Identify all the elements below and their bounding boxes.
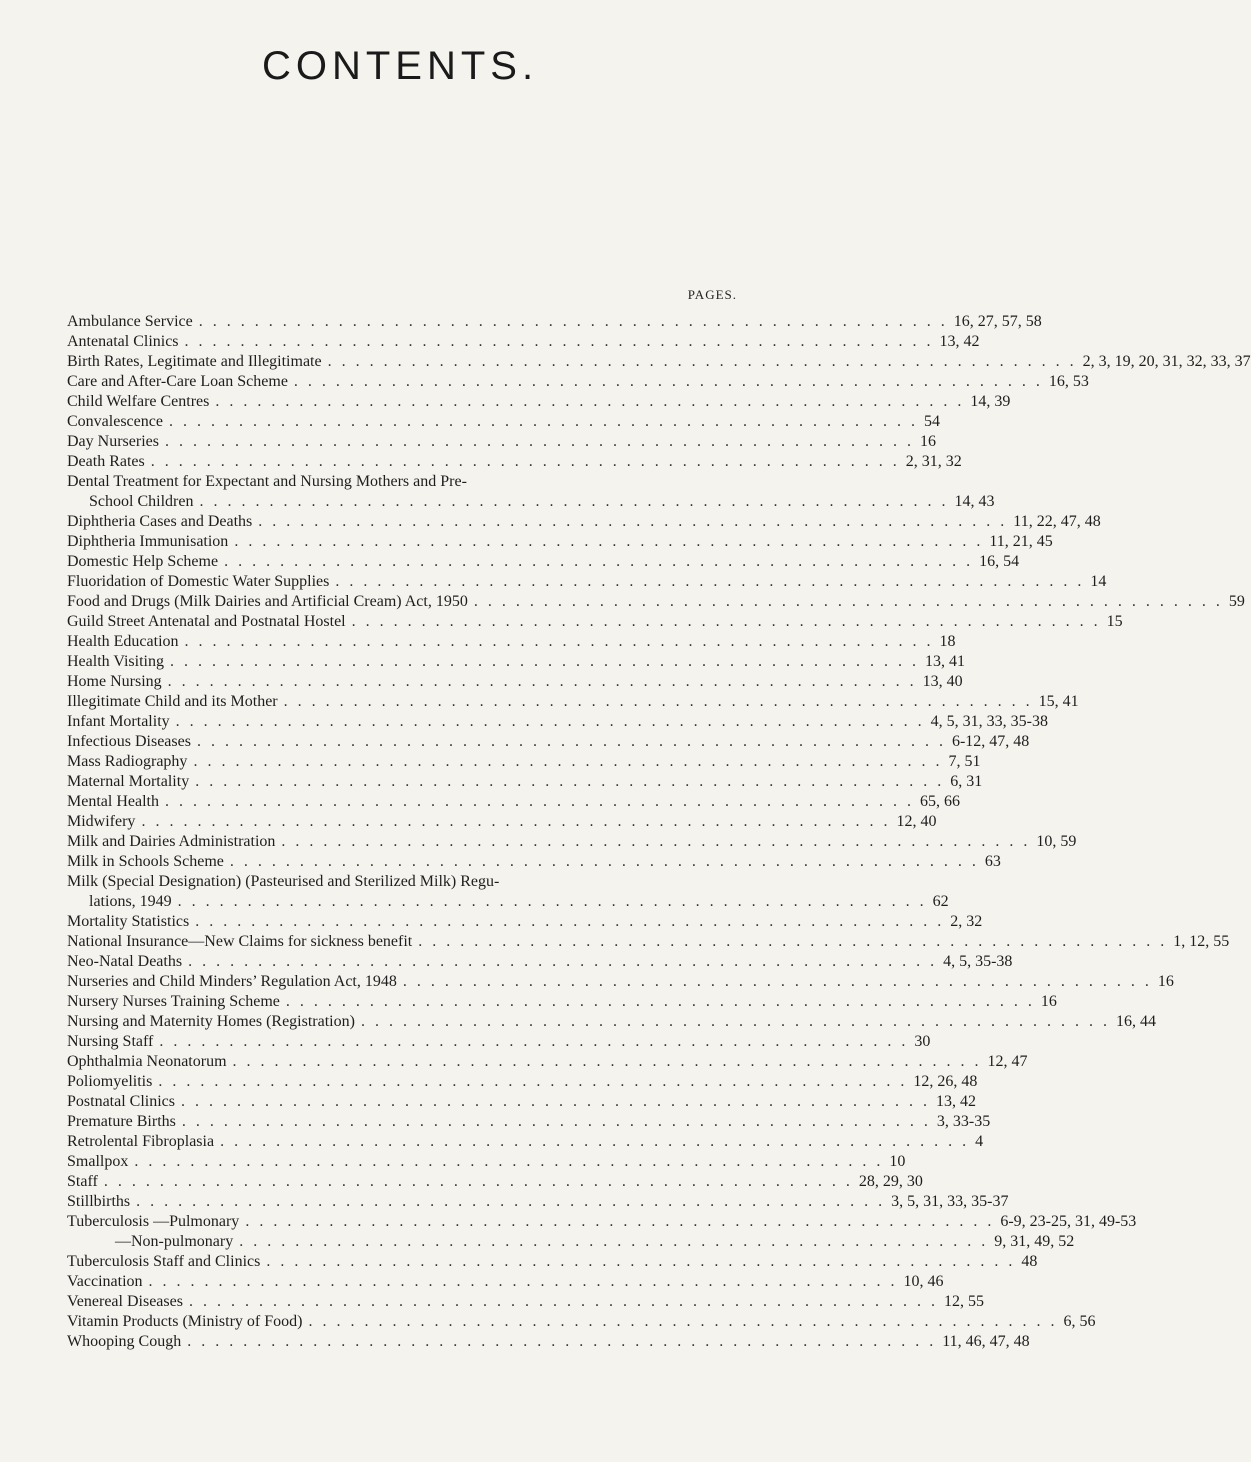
leader-dots: . . . . . . . . . . . . . . . . . . . . . . . . . . . . . . . . . . . . . . . . . . . . . . . . . . . . . . [234,533,984,550]
entry-label: Milk in Schools Scheme [67,853,224,870]
entry-pages: 10 [889,1153,906,1170]
entry-pages: 54 [923,413,940,430]
contents-entry [67,512,1101,532]
contents-entry [67,1232,1075,1252]
entry-pages: 59 [1228,593,1245,610]
leader-dots: . . . . . . . . . . . . . . . . . . . . . . . . . . . . . . . . . . . . . . . . . . . . . . . . . . . . . . [232,1053,982,1070]
contents-entry [67,832,1077,852]
contents-entry [67,1332,1030,1352]
entry-pages: 13, 42 [939,333,980,350]
contents-entry [67,572,1107,592]
leader-dots: . . . . . . . . . . . . . . . . . . . . . . . . . . . . . . . . . . . . . . . . . . . . . . . . . . . . . . [184,333,934,350]
entry-pages: 14, 43 [954,493,995,510]
entry-label: Staff [67,1173,98,1190]
leader-dots: . . . . . . . . . . . . . . . . . . . . . . . . . . . . . . . . . . . . . . . . . . . . . . . . . . . . . . [150,453,900,470]
leader-dots: . . . . . . . . . . . . . . . . . . . . . . . . . . . . . . . . . . . . . . . . . . . . . . . . . . . . . . [141,813,891,830]
entry-pages: 14 [1090,573,1107,590]
entry-label: Smallpox [67,1153,129,1170]
entry-pages: 6-9, 23-25, 31, 49-53 [1000,1213,1137,1230]
leader-dots: . . . . . . . . . . . . . . . . . . . . . . . . . . . . . . . . . . . . . . . . . . . . . . . . . . . . . . [360,1013,1110,1030]
entry-pages: 63 [984,853,1001,870]
entry-label-continuation: lations, 1949 [89,893,172,910]
contents-entry [67,1192,1009,1212]
entry-label: Tuberculosis —Pulmonary [67,1213,240,1230]
leader-dots: . . . . . . . . . . . . . . . . . . . . . . . . . . . . . . . . . . . . . . . . . . . . . . . . . . . . . . [266,1253,1016,1270]
entry-label: Whooping Cough [67,1333,182,1350]
contents-entry [67,1292,984,1312]
contents-entry [67,692,1079,712]
entry-label: Neo-Natal Deaths [67,953,183,970]
contents-entry [67,412,940,432]
leader-dots: . . . . . . . . . . . . . . . . . . . . . . . . . . . . . . . . . . . . . . . . . . . . . . . . . . . . . . [283,693,1033,710]
contents-entry [67,1312,1096,1332]
entry-pages: 10, 46 [903,1273,944,1290]
entry-label: Domestic Help Scheme [67,553,219,570]
entry-label: Premature Births [67,1113,176,1130]
leader-dots: . . . . . . . . . . . . . . . . . . . . . . . . . . . . . . . . . . . . . . . . . . . . . . . . . . . . . . [335,573,1085,590]
entry-label: Nurseries and Child Minders’ Regulation Act, 1948 [67,973,397,990]
contents-entry [67,852,1001,872]
entry-pages: 11, 46, 47, 48 [942,1333,1030,1350]
leader-dots: . . . . . . . . . . . . . . . . . . . . . . . . . . . . . . . . . . . . . . . . . . . . . . . . . . . . . . [281,833,1031,850]
leader-dots: . . . . . . . . . . . . . . . . . . . . . . . . . . . . . . . . . . . . . . . . . . . . . . . . . . . . . . [184,633,934,650]
leader-dots: . . . . . . . . . . . . . . . . . . . . . . . . . . . . . . . . . . . . . . . . . . . . . . . . . . . . . . [168,413,918,430]
leader-dots: . . . . . . . . . . . . . . . . . . . . . . . . . . . . . . . . . . . . . . . . . . . . . . . . . . . . . . [351,613,1101,630]
entry-pages: 65, 66 [919,793,960,810]
entry-label: Vaccination [67,1273,143,1290]
entry-label: Dental Treatment for Expectant and Nursing Mothers and Pre- [67,473,467,490]
entry-label: Mortality Statistics [67,913,190,930]
entry-pages: 6-12, 47, 48 [951,733,1030,750]
entry-pages: 3, 5, 31, 33, 35-37 [891,1193,1009,1210]
entry-label: Retrolental Fibroplasia [67,1133,215,1150]
contents-entry [67,792,960,812]
entry-label: Mental Health [67,793,159,810]
entry-pages: 16, 53 [1048,373,1089,390]
entry-pages: 10, 59 [1036,833,1077,850]
entry-label: Milk and Dairies Administration [67,833,276,850]
entry-pages: 62 [932,893,949,910]
entry-label: Infectious Diseases [67,733,191,750]
contents-entry [67,1032,931,1052]
entry-pages: 11, 21, 45 [989,533,1053,550]
contents-entry [67,1172,923,1192]
leader-dots: . . . . . . . . . . . . . . . . . . . . . . . . . . . . . . . . . . . . . . . . . . . . . . . . . . . . . . [327,353,1077,370]
entry-label: Birth Rates, Legitimate and Illegitimate [67,353,322,370]
contents-entry [67,1272,944,1292]
entry-label: Ophthalmia Neonatorum [67,1053,227,1070]
contents-entry [67,712,1048,732]
leader-dots: . . . . . . . . . . . . . . . . . . . . . . . . . . . . . . . . . . . . . . . . . . . . . . . . . . . . . . [136,1193,886,1210]
entry-label: Infant Mortality [67,713,170,730]
contents-entry [67,472,995,512]
contents-entry [67,592,1245,612]
contents-entry [67,672,963,692]
entry-label: Fluoridation of Domestic Water Supplies [67,573,330,590]
leader-dots: . . . . . . . . . . . . . . . . . . . . . . . . . . . . . . . . . . . . . . . . . . . . . . . . . . . . . . [199,493,949,510]
contents-entry [67,1072,978,1092]
entry-pages: 14, 39 [970,393,1011,410]
leader-dots: . . . . . . . . . . . . . . . . . . . . . . . . . . . . . . . . . . . . . . . . . . . . . . . . . . . . . . [159,1033,909,1050]
contents-entry [67,1132,984,1152]
leader-dots: . . . . . . . . . . . . . . . . . . . . . . . . . . . . . . . . . . . . . . . . . . . . . . . . . . . . . . [198,313,948,330]
entry-pages: 16 [1040,993,1057,1010]
entry-pages: 16 [1157,973,1174,990]
contents-entry [67,812,937,832]
contents-entry [67,532,1053,552]
entry-label: Stillbirths [67,1193,131,1210]
leader-dots: . . . . . . . . . . . . . . . . . . . . . . . . . . . . . . . . . . . . . . . . . . . . . . . . . . . . . . [195,913,945,930]
entry-pages: 11, 22, 47, 48 [1013,513,1101,530]
leader-dots: . . . . . . . . . . . . . . . . . . . . . . . . . . . . . . . . . . . . . . . . . . . . . . . . . . . . . . [308,1313,1058,1330]
contents-entry [67,1012,1156,1032]
entry-label: Illegitimate Child and its Mother [67,693,278,710]
entry-label: Death Rates [67,453,145,470]
leader-dots: . . . . . . . . . . . . . . . . . . . . . . . . . . . . . . . . . . . . . . . . . . . . . . . . . . . . . . [188,953,938,970]
contents-entry [67,912,983,932]
leader-dots: . . . . . . . . . . . . . . . . . . . . . . . . . . . . . . . . . . . . . . . . . . . . . . . . . . . . . . [229,853,979,870]
leader-dots: . . . . . . . . . . . . . . . . . . . . . . . . . . . . . . . . . . . . . . . . . . . . . . . . . . . . . . [245,1213,995,1230]
entry-pages: 16 [919,433,936,450]
entry-pages: 2, 3, 19, 20, 31, 32, 33, 37 [1082,353,1251,370]
entry-pages: 9, 31, 49, 52 [994,1233,1075,1250]
contents-entry [67,752,981,772]
contents-entry [67,372,1089,392]
entry-label: Health Education [67,633,179,650]
leader-dots: . . . . . . . . . . . . . . . . . . . . . . . . . . . . . . . . . . . . . . . . . . . . . . . . . . . . . . [103,1173,853,1190]
entry-label: Nursing and Maternity Homes (Registration) [67,1013,355,1030]
contents-entry [67,932,1230,952]
contents-list [67,312,1251,1352]
contents-entry [67,1252,1038,1272]
leader-dots: . . . . . . . . . . . . . . . . . . . . . . . . . . . . . . . . . . . . . . . . . . . . . . . . . . . . . . [134,1153,884,1170]
contents-entry [67,652,965,672]
entry-label: Guild Street Antenatal and Postnatal Hostel [67,613,346,630]
entry-label: Convalescence [67,413,163,430]
entry-pages: 16, 44 [1115,1013,1156,1030]
leader-dots: . . . . . . . . . . . . . . . . . . . . . . . . . . . . . . . . . . . . . . . . . . . . . . . . . . . . . . [167,673,917,690]
contents-entry [67,732,1030,752]
page-title: CONTENTS. [261,44,539,88]
entry-label: Antenatal Clinics [67,333,179,350]
contents-entry [67,1212,1137,1232]
entry-label: Midwifery [67,813,136,830]
entry-label: Venereal Diseases [67,1293,183,1310]
entry-label: Mass Radiography [67,753,188,770]
contents-entry [67,972,1174,992]
entry-pages: 2, 32 [950,913,983,930]
entry-label: Care and After-Care Loan Scheme [67,373,288,390]
leader-dots: . . . . . . . . . . . . . . . . . . . . . . . . . . . . . . . . . . . . . . . . . . . . . . . . . . . . . . [181,1093,930,1110]
entry-label: National Insurance—New Claims for sickness benefit [67,933,413,950]
contents-entry [67,1092,976,1112]
entry-pages: 12, 40 [896,813,937,830]
entry-pages: 4, 5, 35-38 [943,953,1013,970]
leader-dots: . . . . . . . . . . . . . . . . . . . . . . . . . . . . . . . . . . . . . . . . . . . . . . . . . . . . . . [164,793,914,810]
leader-dots: . . . . . . . . . . . . . . . . . . . . . . . . . . . . . . . . . . . . . . . . . . . . . . . . . . . . . . [164,433,914,450]
pages-column-heading: PAGES. [687,287,737,302]
entry-label: Child Welfare Centres [67,393,210,410]
entry-pages: 30 [914,1033,931,1050]
leader-dots: . . . . . . . . . . . . . . . . . . . . . . . . . . . . . . . . . . . . . . . . . . . . . . . . . . . . . . [187,1333,937,1350]
entry-label: Nursing Staff [67,1033,154,1050]
entry-pages: 18 [939,633,956,650]
leader-dots: . . . . . . . . . . . . . . . . . . . . . . . . . . . . . . . . . . . . . . . . . . . . . . . . . . . . . . [188,1293,938,1310]
entry-label: Vitamin Products (Ministry of Food) [67,1313,303,1330]
leader-dots: . . . . . . . . . . . . . . . . . . . . . . . . . . . . . . . . . . . . . . . . . . . . . . . . . . . . . . [220,1133,970,1150]
entry-label: Diphtheria Cases and Deaths [67,513,253,530]
entry-pages: 15, 41 [1038,693,1079,710]
entry-pages: 13, 41 [924,653,965,670]
contents-entry [67,352,1251,372]
entry-label: Maternal Mortality [67,773,190,790]
contents-entry [67,992,1057,1012]
leader-dots: . . . . . . . . . . . . . . . . . . . . . . . . . . . . . . . . . . . . . . . . . . . . . . . . . . . . . . [148,1273,898,1290]
entry-pages: 13, 42 [936,1093,976,1110]
entry-label: Postnatal Clinics [67,1093,175,1110]
leader-dots: . . . . . . . . . . . . . . . . . . . . . . . . . . . . . . . . . . . . . . . . . . . . . . . . . . . . . . [224,553,974,570]
contents-entry [67,552,1020,572]
entry-pages: 2, 31, 32 [905,453,962,470]
contents-entry [67,432,936,452]
leader-dots: . . . . . . . . . . . . . . . . . . . . . . . . . . . . . . . . . . . . . . . . . . . . . . . . . . . . . . [239,1233,989,1250]
entry-pages: 1, 12, 55 [1173,933,1230,950]
entry-label: —Non-pulmonary [67,1233,234,1250]
entry-pages: 28, 29, 30 [858,1173,923,1190]
leader-dots: . . . . . . . . . . . . . . . . . . . . . . . . . . . . . . . . . . . . . . . . . . . . . . . . . . . . . . [175,713,925,730]
entry-pages: 6, 31 [950,773,983,790]
leader-dots: . . . . . . . . . . . . . . . . . . . . . . . . . . . . . . . . . . . . . . . . . . . . . . . . . . . . . . [293,373,1043,390]
entry-pages: 3, 33-35 [936,1113,991,1130]
entry-label: Poliomyelitis [67,1073,153,1090]
entry-label: Food and Drugs (Milk Dairies and Artificial Cream) Act, 1950 [67,593,468,610]
entry-pages: 6, 56 [1063,1313,1096,1330]
leader-dots: . . . . . . . . . . . . . . . . . . . . . . . . . . . . . . . . . . . . . . . . . . . . . . . . . . . . . . [215,393,965,410]
contents-entry [67,452,962,472]
leader-dots: . . . . . . . . . . . . . . . . . . . . . . . . . . . . . . . . . . . . . . . . . . . . . . . . . . . . . . [196,733,946,750]
entry-pages: 12, 47 [987,1053,1028,1070]
entry-label: Tuberculosis Staff and Clinics [67,1253,261,1270]
entry-pages: 13, 40 [922,673,963,690]
leader-dots: . . . . . . . . . . . . . . . . . . . . . . . . . . . . . . . . . . . . . . . . . . . . . . . . . . . . . . [193,753,943,770]
contents-entry [67,1052,1028,1072]
entry-label: Day Nurseries [67,433,159,450]
leader-dots: . . . . . . . . . . . . . . . . . . . . . . . . . . . . . . . . . . . . . . . . . . . . . . . . . . . . . . [418,933,1168,950]
entry-label-continuation: School Children [89,493,194,510]
entry-pages: 16, 27, 57, 58 [953,313,1042,330]
contents-entry [67,952,1013,972]
entry-label: Milk (Special Designation) (Pasteurised and Sterilized Milk) Regu- [67,873,500,890]
leader-dots: . . . . . . . . . . . . . . . . . . . . . . . . . . . . . . . . . . . . . . . . . . . . . . . . . . . . . . [473,593,1223,610]
contents-entry [67,1112,991,1132]
entry-label: Nursery Nurses Training Scheme [67,993,280,1010]
leader-dots: . . . . . . . . . . . . . . . . . . . . . . . . . . . . . . . . . . . . . . . . . . . . . . . . . . . . . . [177,893,927,910]
entry-pages: 48 [1021,1253,1038,1270]
contents-entry [67,332,980,352]
leader-dots: . . . . . . . . . . . . . . . . . . . . . . . . . . . . . . . . . . . . . . . . . . . . . . . . . . . . . . [285,993,1035,1010]
entry-pages: 4 [975,1133,984,1150]
entry-label: Diphtheria Immunisation [67,533,229,550]
contents-entry [67,612,1123,632]
leader-dots: . . . . . . . . . . . . . . . . . . . . . . . . . . . . . . . . . . . . . . . . . . . . . . . . . . . . . . [402,973,1152,990]
entry-label: Home Nursing [67,673,162,690]
leader-dots: . . . . . . . . . . . . . . . . . . . . . . . . . . . . . . . . . . . . . . . . . . . . . . . . . . . . . . [195,773,945,790]
leader-dots: . . . . . . . . . . . . . . . . . . . . . . . . . . . . . . . . . . . . . . . . . . . . . . . . . . . . . . [169,653,919,670]
contents-entry [67,1152,906,1172]
entry-label: Ambulance Service [67,313,193,330]
contents-entry [67,772,983,792]
entry-pages: 4, 5, 31, 33, 35-38 [930,713,1048,730]
contents-entry [67,632,956,652]
leader-dots: . . . . . . . . . . . . . . . . . . . . . . . . . . . . . . . . . . . . . . . . . . . . . . . . . . . . . . [181,1113,931,1130]
entry-pages: 7, 51 [948,753,981,770]
entry-pages: 16, 54 [979,553,1020,570]
entry-pages: 15 [1106,613,1123,630]
contents-entry [67,312,1042,332]
contents-entry [67,872,949,912]
leader-dots: . . . . . . . . . . . . . . . . . . . . . . . . . . . . . . . . . . . . . . . . . . . . . . . . . . . . . . [258,513,1008,530]
entry-pages: 12, 26, 48 [913,1073,978,1090]
leader-dots: . . . . . . . . . . . . . . . . . . . . . . . . . . . . . . . . . . . . . . . . . . . . . . . . . . . . . . [158,1073,908,1090]
entry-label: Health Visiting [67,653,164,670]
entry-pages: 12, 55 [943,1293,984,1310]
contents-entry [67,392,1011,412]
